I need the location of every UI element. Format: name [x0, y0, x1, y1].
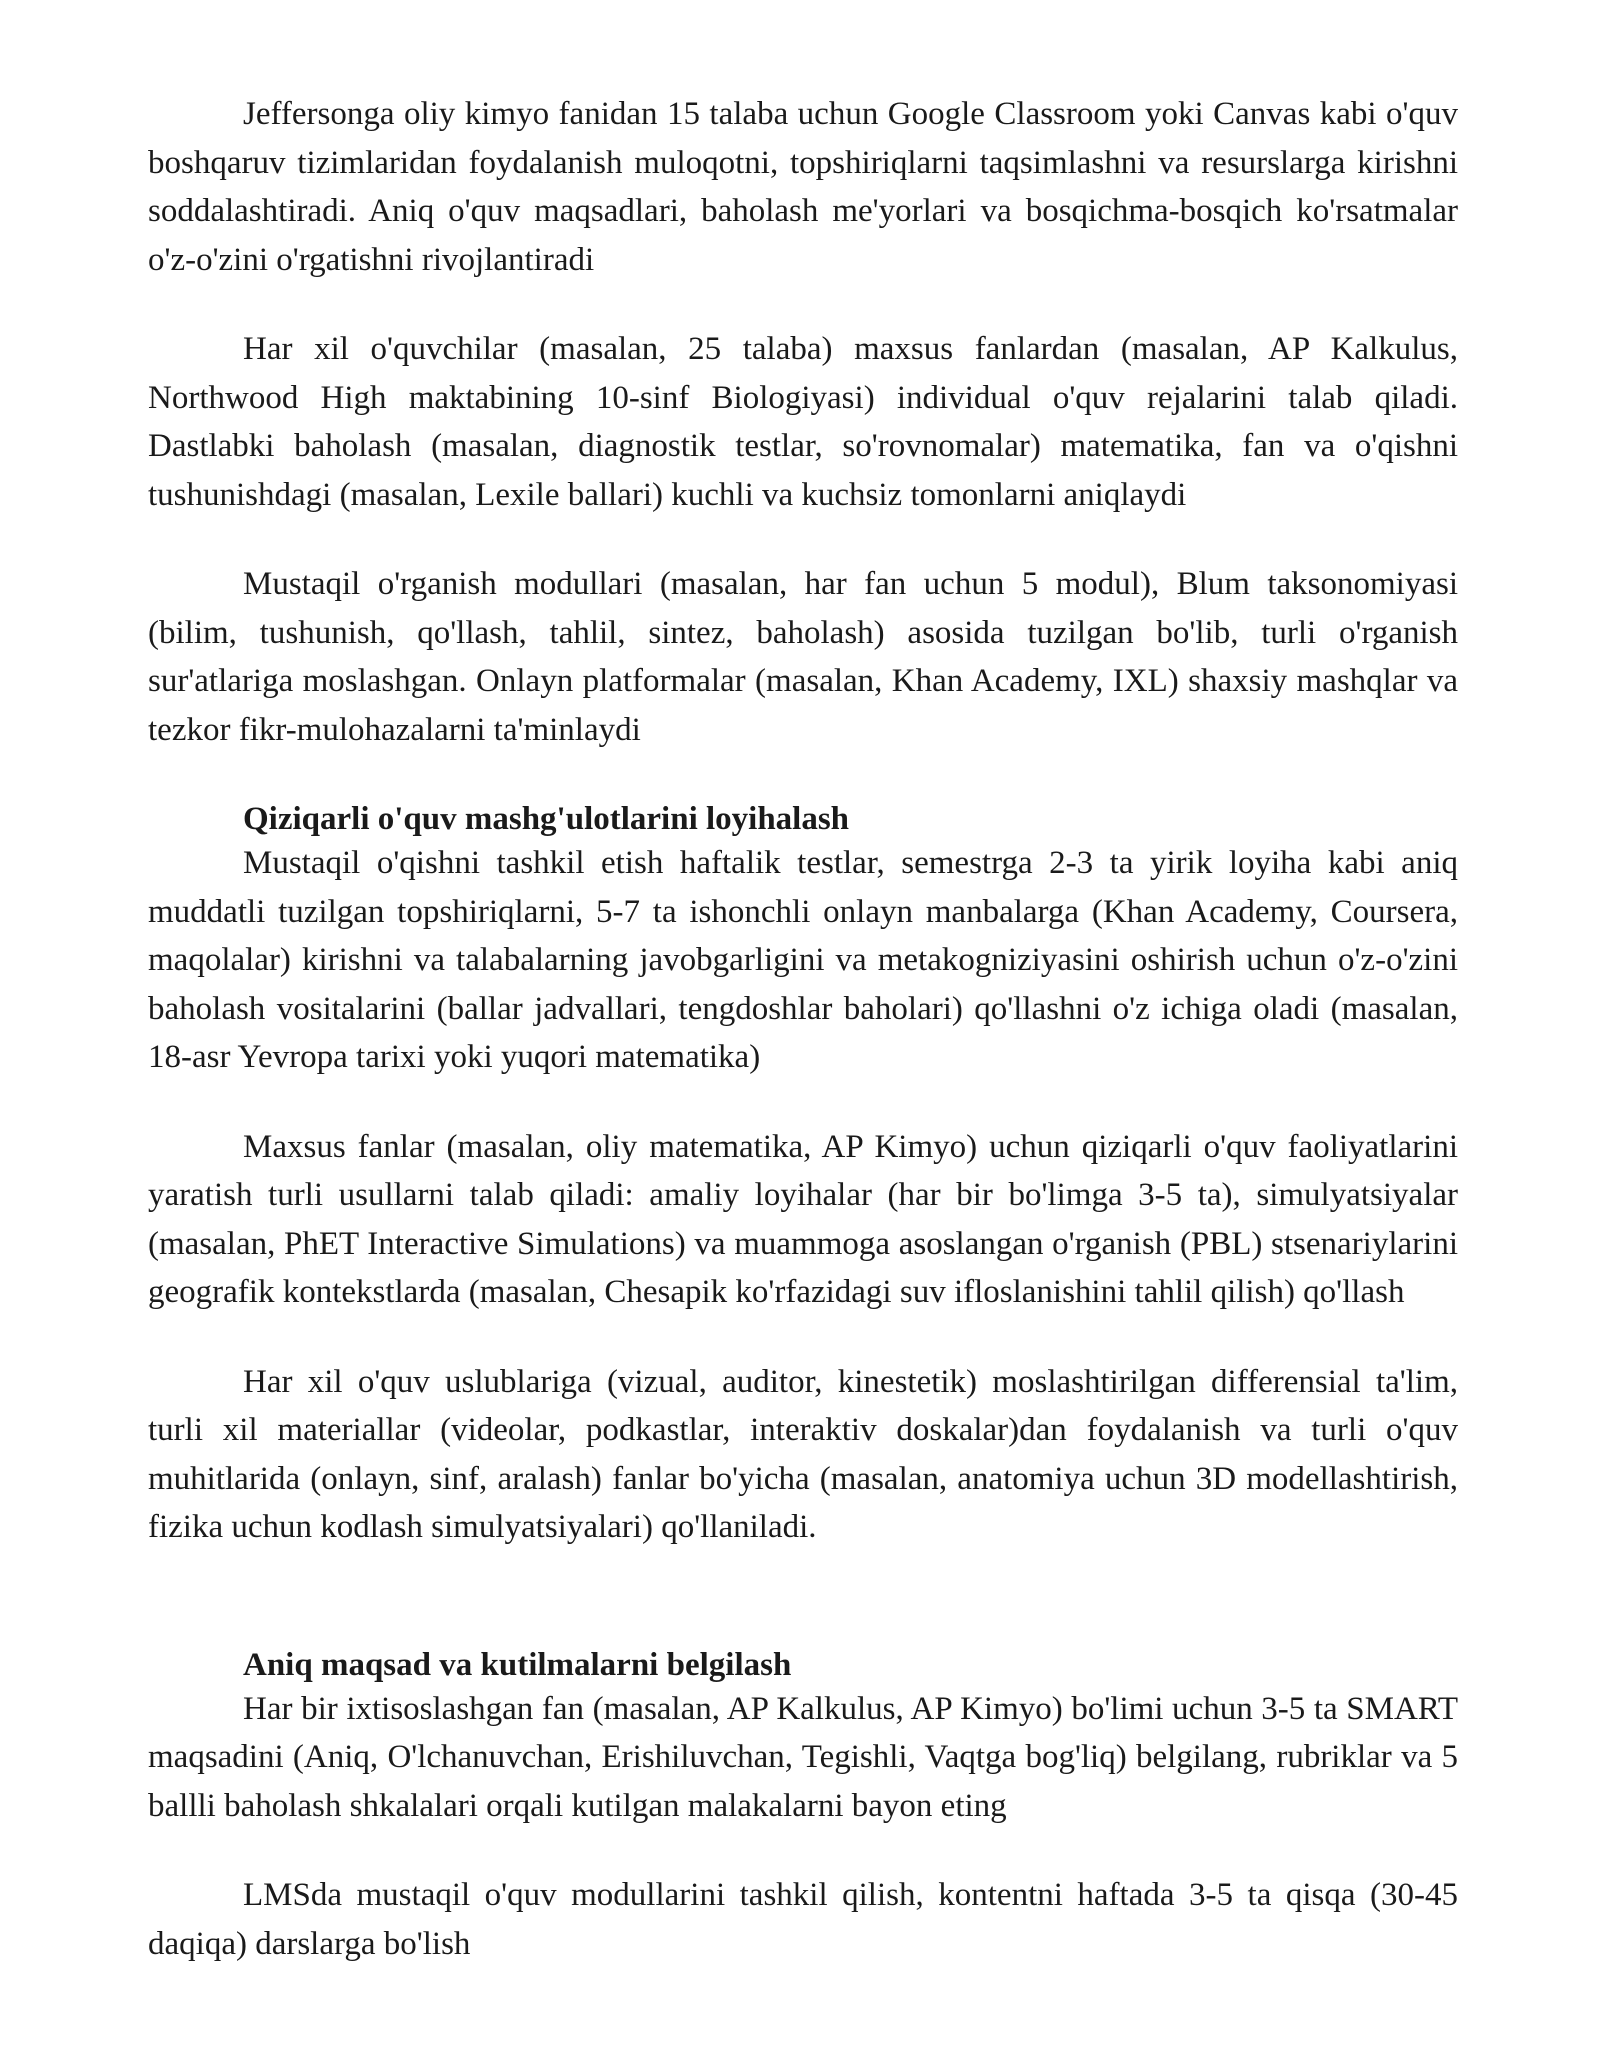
paragraph-independent-reading: Mustaqil o'qishni tashkil etish haftalik testlar, semestrga 2-3 ta yirik loyiha kabi aniq muddatli tuzilgan topshiriqlarni, 5-7 ta ishonchli onlayn manbalarga (Khan Academy, Coursera, maqolalar) kirishni va talabalarning javobgarligini va metakogniziyasini oshirish uchun o'z-o'zini baholash vositalarini (ballar jadvallari, tengdoshlar baholari) qo'llashni o'z ichiga oladi (masalan, 18-asr Yevropa tarixi yoki yuqori matematika): [148, 845, 1458, 1075]
paragraph-individual-plans: Har xil o'quvchilar (masalan, 25 talaba) maxsus fanlardan (masalan, AP Kalkulus, Northwood High maktabining 10-sinf Biologiyasi) individual o'quv rejalarini talab qiladi. Dastlabki baholash (masalan, diagnostik testlar, so'rovnomalar) matematika, fan va o'qishni tushunishdagi (masalan, Lexile ballari) kuchli va kuchsiz tomonlarni aniqlaydi: [148, 331, 1458, 513]
paragraph-learning-styles: Har xil o'quv uslublariga (vizual, auditor, kinestetik) moslashtirilgan differensial ta'lim, turli xil materiallar (videolar, podkastlar, interaktiv doskalar)dan foydalanish va turli o'quv muhitlarida (onlayn, sinf, aralash) fanlar bo'yicha (masalan, anatomiya uchun 3D modellashtirish, fizika uchun kodlash simulyatsiyalari) qo'llaniladi.: [148, 1363, 1458, 1545]
paragraph-lms-modules: LMSda mustaqil o'quv modullarini tashkil qilish, kontentni haftada 3-5 ta qisqa (30-45 daqiqa) darslarga bo'lish: [148, 1877, 1458, 1962]
section-heading-activities: Qiziqarli o'quv mashg'ulotlarini loyihalash: [243, 801, 850, 837]
section-spacer: [148, 1590, 1458, 1641]
paragraph-lms-chemistry: Jeffersonga oliy kimyo fanidan 15 talaba uchun Google Classroom yoki Canvas kabi o'quv boshqaruv tizimlaridan foydalanish muloqotni, topshiriqlarni taqsimlashni va resurslarga kirishni soddalashtiradi. Aniq o'quv maqsadlari, baholash me'yorlari va bosqichma-bosqich ko'rsatmalar o'z-o'zini o'rgatishni rivojlantiradi: [148, 96, 1458, 278]
section-heading-goals: Aniq maqsad va kutilmalarni belgilash: [243, 1646, 792, 1683]
paragraph-special-subjects: Maxsus fanlar (masalan, oliy matematika, AP Kimyo) uchun qiziqarli o'quv faoliyatlarini yaratish turli usullarni talab qiladi: amaliy loyihalar (har bir bo'limga 3-5 ta), simulyatsiyalar (masalan, PhET Interactive Simulations) va muammoga asoslangan o'rganish (PBL) stsenariylarini geografik kontekstlarda (masalan, Chesapik ko'rfazidagi suv ifloslanishini tahlil qilish) qo'llash: [148, 1128, 1458, 1310]
paragraph-learning-modules: Mustaqil o'rganish modullari (masalan, har fan uchun 5 modul), Blum taksonomiyasi (bilim, tushunish, qo'llash, tahlil, sintez, baholash) asosida tuzilgan bo'lib, turli o'rganish sur'atlariga moslashgan. Onlayn platformalar (masalan, Khan Academy, IXL) shaxsiy mashqlar va tezkor fikr-mulohazalarni ta'minlaydi: [148, 566, 1458, 748]
document-page: [148, 90, 1458, 2009]
paragraph-smart-goals: Har bir ixtisoslashgan fan (masalan, AP Kalkulus, AP Kimyo) bo'limi uchun 3-5 ta SMART maqsadini (Aniq, O'lchanuvchan, Erishiluvchan, Tegishli, Vaqtga bog'liq) belgilang, rubriklar va 5 ballli baholash shkalalari orqali kutilgan malakalarni bayon eting: [148, 1690, 1458, 1824]
